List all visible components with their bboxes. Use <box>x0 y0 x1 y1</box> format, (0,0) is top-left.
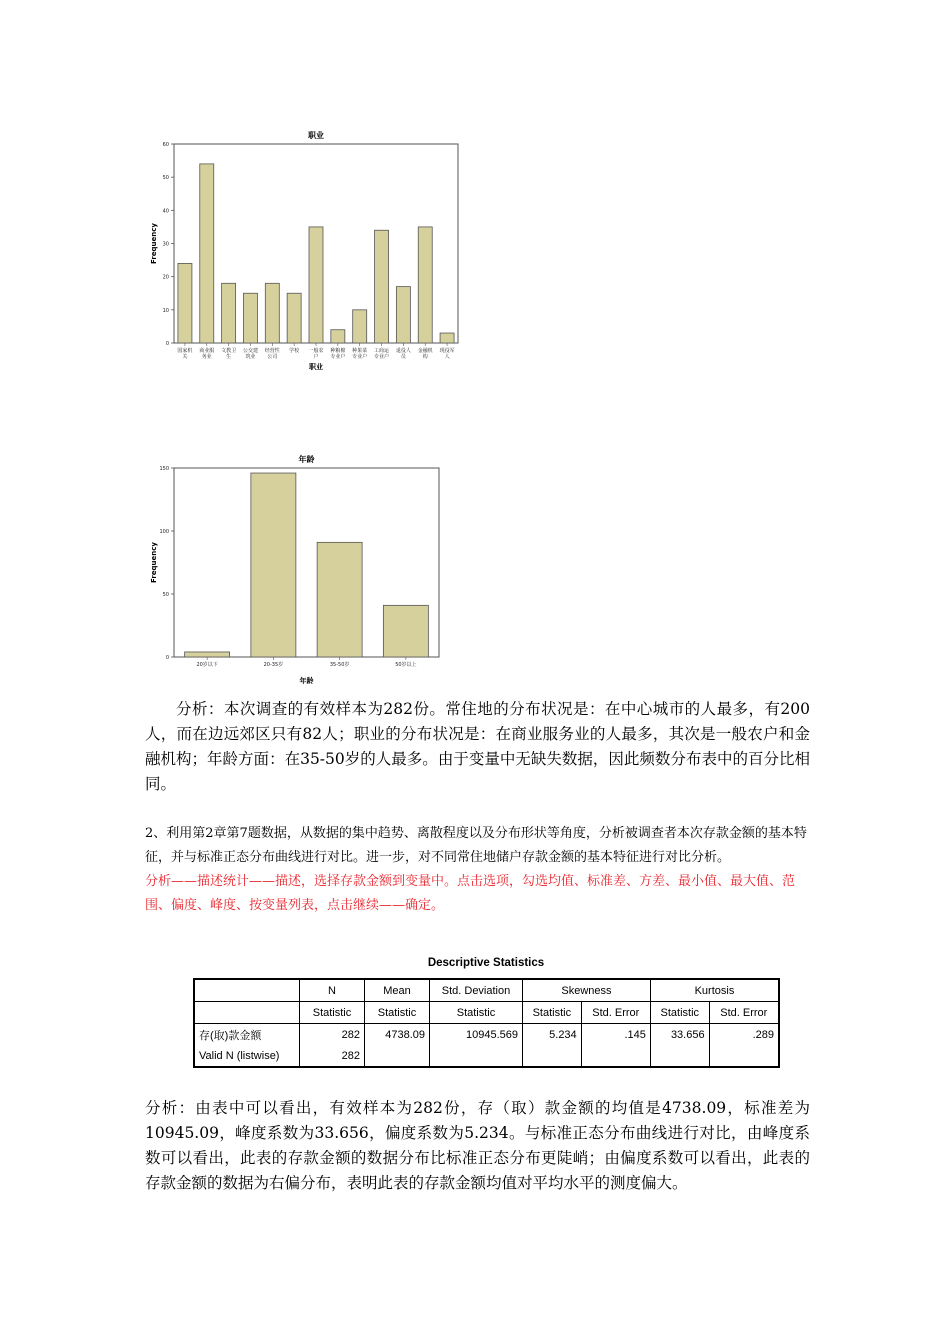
occupation-chart-svg <box>145 128 465 378</box>
x-tick-label: 关 <box>182 354 188 360</box>
table-corner <box>194 979 300 1002</box>
y-tick-label: 0 <box>165 341 169 347</box>
bar <box>396 287 410 343</box>
x-tick-label: 20岁以下 <box>196 662 218 668</box>
bar <box>243 293 257 343</box>
x-tick-label: 退役人 <box>395 348 411 354</box>
cell-sd: 10945.569 <box>430 1024 523 1046</box>
x-axis-title: 年龄 <box>299 677 314 685</box>
chart-title: 职业 <box>308 131 324 140</box>
x-tick-label: 公交建 <box>242 348 258 354</box>
y-tick-label: 20 <box>162 274 169 281</box>
y-tick-label: 10 <box>162 307 169 314</box>
cell-kurtosis: 33.656 <box>650 1024 709 1046</box>
chart-title: 年龄 <box>298 455 315 464</box>
table-subheader-row <box>194 1002 779 1024</box>
row-label: Valid N (listwise) <box>194 1045 300 1067</box>
cell-n: 282 <box>300 1045 365 1067</box>
y-tick-label: 50 <box>162 592 169 598</box>
x-tick-label: 20-35岁 <box>263 662 284 668</box>
x-tick-label: 员 <box>400 354 406 360</box>
analysis-text-1: 分析：本次调查的有效样本为282份。常住地的分布状况是：在中心城市的人最多，有200人，而在边远郊区只有82人；职业的分布状况是：在商业服务业的人最多，其次是一般农户和金融机构；年龄方面：在35-50岁的人最多。由于变量中无缺失数据，因此频数分布表中的百分比相同。 <box>145 700 810 793</box>
cell-mean: 4738.09 <box>365 1024 430 1046</box>
bar <box>353 310 367 343</box>
header-mean: Mean <box>365 979 430 1002</box>
stats-table-title: Descriptive Statistics <box>427 957 545 969</box>
x-tick-label: 专业户 <box>374 354 390 360</box>
x-tick-label: 一般农 <box>308 348 324 354</box>
header-kurtosis: Kurtosis <box>650 979 779 1002</box>
bar <box>309 227 323 343</box>
bar <box>317 542 362 657</box>
subheader-cell: Statistic <box>650 1002 709 1024</box>
x-tick-label: 经营性 <box>264 348 280 354</box>
subheader-cell: Statistic <box>430 1002 523 1024</box>
descriptive-statistics-table <box>193 978 780 1068</box>
subheader-cell: Std. Error <box>581 1002 650 1024</box>
bar <box>331 330 345 343</box>
x-tick-label: 筑业 <box>245 354 256 360</box>
cell-kurtosis-se: .289 <box>709 1024 779 1046</box>
cell-empty <box>523 1045 582 1067</box>
cell-empty <box>650 1045 709 1067</box>
x-tick-label: 人 <box>444 354 450 360</box>
table-row <box>194 1045 779 1067</box>
y-tick-label: 0 <box>165 655 169 661</box>
subheader-cell: Statistic <box>300 1002 365 1024</box>
subheader-cell: Std. Error <box>709 1002 779 1024</box>
table-row <box>194 1024 779 1046</box>
subheader-cell: Statistic <box>365 1002 430 1024</box>
y-tick-label: 100 <box>159 529 169 535</box>
cell-empty <box>430 1045 523 1067</box>
analysis-paragraph-2 <box>145 1096 810 1196</box>
age-chart-svg <box>145 452 445 684</box>
x-tick-label: 户 <box>313 354 319 360</box>
bar <box>185 652 230 657</box>
bar <box>200 164 214 343</box>
bar <box>287 293 301 343</box>
y-tick-label: 150 <box>159 466 169 472</box>
subheader-corner <box>194 1002 300 1024</box>
x-tick-label: 专业户 <box>330 354 346 360</box>
x-tick-label: 公司 <box>267 354 278 360</box>
y-tick-label: 50 <box>162 175 169 182</box>
x-tick-label: 生 <box>226 354 232 360</box>
header-sd: Std. Deviation <box>430 979 523 1002</box>
x-tick-label: 现役军 <box>439 348 455 354</box>
subheader-cell: Statistic <box>523 1002 582 1024</box>
row-label: 存(取)款金额 <box>194 1024 300 1046</box>
x-tick-label: 国家机 <box>177 348 193 354</box>
cell-empty <box>365 1045 430 1067</box>
x-tick-label: 种粮棉 <box>330 348 346 354</box>
y-tick-label: 30 <box>162 241 169 248</box>
x-tick-label: 务业 <box>201 354 212 360</box>
x-tick-label: 50岁以上 <box>395 662 417 668</box>
header-skewness: Skewness <box>523 979 651 1002</box>
x-tick-label: 学校 <box>289 348 300 354</box>
header-n: N <box>300 979 365 1002</box>
cell-empty <box>709 1045 779 1067</box>
y-axis-title: Frequency <box>150 223 158 264</box>
bar <box>222 283 236 343</box>
y-tick-label: 40 <box>162 208 169 215</box>
bar <box>178 263 192 343</box>
x-tick-label: 文教卫 <box>221 348 237 354</box>
x-tick-label: 工商运 <box>374 348 390 354</box>
cell-n: 282 <box>300 1024 365 1046</box>
x-tick-label: 35-50岁 <box>329 662 350 668</box>
occupation-chart <box>145 128 465 378</box>
cell-skewness-se: .145 <box>581 1024 650 1046</box>
analysis-text-2: 分析：由表中可以看出，有效样本为282份，存（取）款金额的均值是4738.09，标准差为10945.09，峰度系数为33.656，偏度系数为5.234。与标准正态分布曲线进行对比，由峰度系数可以看出，此表的存款金额的数据分布比标准正态分布更陡峭；由偏度系数可以看出，此表的存款金额的数据为右偏分布，表明此表的存款金额均值对平均水平的测度偏大。 <box>145 1099 810 1192</box>
x-tick-label: 构 <box>422 354 428 360</box>
analysis-paragraph-1 <box>145 697 810 797</box>
x-axis-title: 职业 <box>309 363 323 371</box>
bar <box>265 283 279 343</box>
age-chart <box>145 452 445 684</box>
bar <box>440 333 454 343</box>
cell-skewness: 5.234 <box>523 1024 582 1046</box>
question-text: 2、利用第2章第7题数据，从数据的集中趋势、离散程度以及分布形状等角度，分析被调查者本次存款金额的基本特征，并与标准正态分布曲线进行对比。进一步，对不同常住地储户存款金额的基本特征进行对比分析。 <box>145 826 807 865</box>
x-tick-label: 商业服 <box>199 348 215 354</box>
x-tick-label: 金融机 <box>417 348 433 354</box>
bar <box>375 230 389 343</box>
question-2 <box>145 822 810 918</box>
bar <box>418 227 432 343</box>
instructions-text: 分析——描述统计——描述，选择存款金额到变量中。点击选项，勾选均值、标准差、方差、最小值、最大值、范围、偏度、峰度、按变量列表，点击继续——确定。 <box>145 874 796 913</box>
bar <box>383 605 428 657</box>
cell-empty <box>581 1045 650 1067</box>
x-tick-label: 种果菜 <box>352 348 368 354</box>
table-header-row <box>194 979 779 1002</box>
y-axis-title: Frequency <box>150 542 158 583</box>
x-tick-label: 专业户 <box>352 354 368 360</box>
bar <box>251 473 296 657</box>
y-tick-label: 60 <box>162 142 169 148</box>
